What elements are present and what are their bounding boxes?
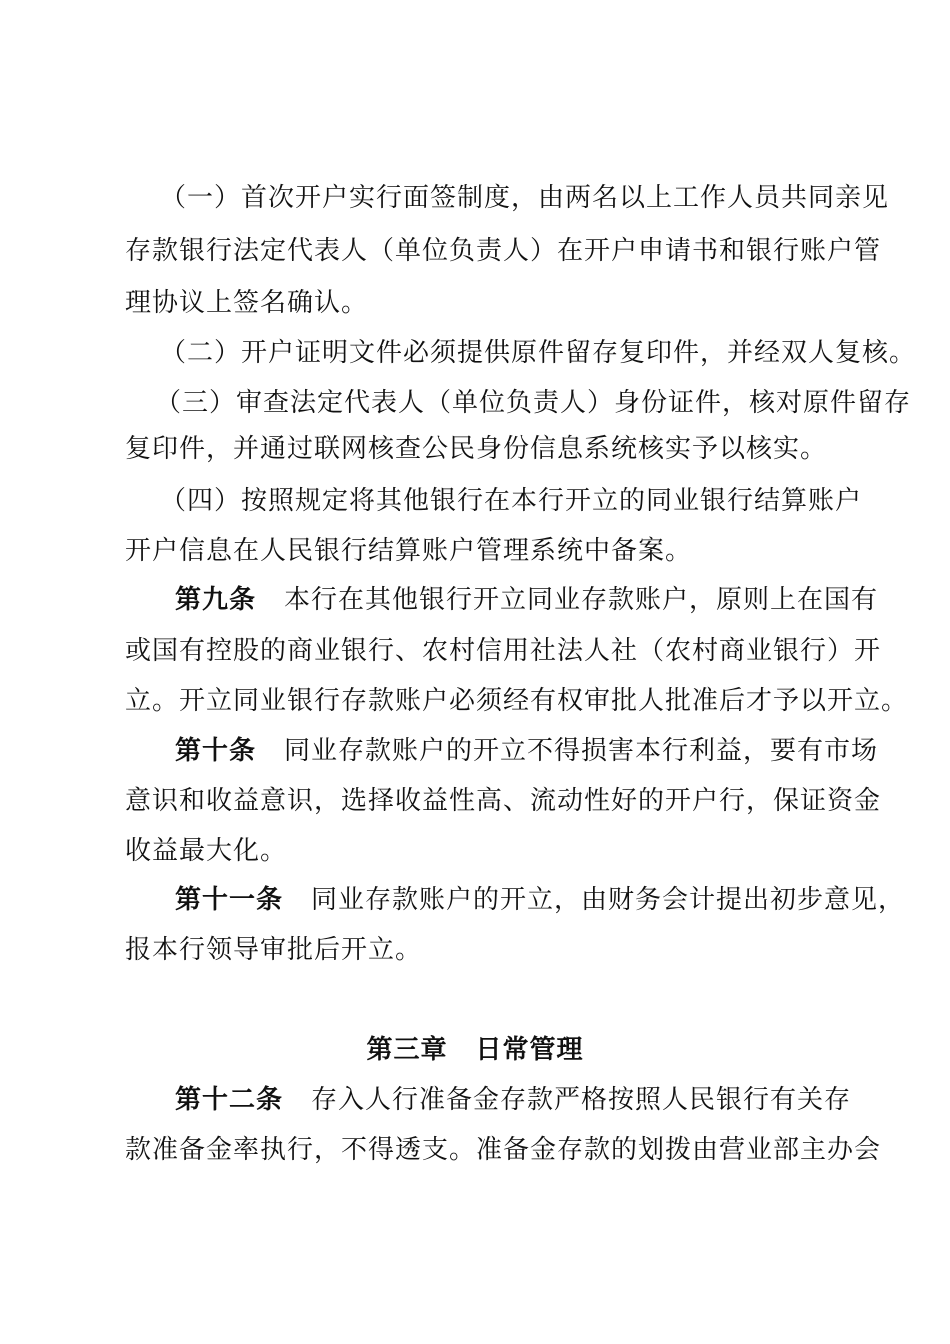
article-10-heading: 第十条 [175,736,257,766]
clause-2-line-1: （二）开户证明文件必须提供原件留存复印件，并经双人复核。 [160,338,917,368]
clause-4-line-1: （四）按照规定将其他银行在本行开立的同业银行结算账户 [160,486,863,516]
article-10-line-2: 意识和收益意识，选择收益性高、流动性好的开户行，保证资金 [125,786,882,816]
article-10-line-1 [175,731,879,771]
article-11-heading: 第十一条 [175,885,284,915]
clause-1-line-2: 存款银行法定代表人（单位负责人）在开户申请书和银行账户管 [125,236,882,266]
clause-1-line-1: （一）首次开户实行面签制度，由两名以上工作人员共同亲见 [160,183,890,213]
article-11-text: 同业存款账户的开立，由财务会计提出初步意见， [311,885,906,915]
article-9-heading: 第九条 [175,585,257,615]
article-12-heading: 第十二条 [175,1085,284,1115]
article-9-line-2: 或国有控股的商业银行、农村信用社法人社（农村商业银行）开 [125,636,882,666]
clause-3-line-1: （三）审查法定代表人（单位负责人）身份证件，核对原件留存 [155,388,912,418]
clause-3-line-2: 复印件，并通过联网核查公民身份信息系统核实予以核实。 [125,434,828,464]
clause-4-line-2: 开户信息在人民银行结算账户管理系统中备案。 [125,536,693,566]
article-12-line-2: 款准备金率执行，不得透支。准备金存款的划拨由营业部主办会 [125,1135,882,1165]
article-10-line-3: 收益最大化。 [125,836,288,866]
article-9-text: 本行在其他银行开立同业存款账户，原则上在国有 [284,585,879,615]
article-11-line-2: 报本行领导审批后开立。 [125,935,423,965]
article-10-text: 同业存款账户的开立不得损害本行利益，要有市场 [284,736,879,766]
article-9-line-1 [175,580,879,620]
chapter-number: 第三章 [366,1035,448,1065]
article-11-line-1 [175,880,906,920]
article-9-line-3: 立。开立同业银行存款账户必须经有权审批人批准后才予以开立。 [125,686,909,716]
article-12-text: 存入人行准备金存款严格按照人民银行有关存 [311,1085,852,1115]
article-12-line-1 [175,1080,852,1120]
chapter-title: 日常管理 [475,1035,584,1065]
chapter-heading [0,1030,950,1070]
clause-1-line-3: 理协议上签名确认。 [125,288,369,318]
